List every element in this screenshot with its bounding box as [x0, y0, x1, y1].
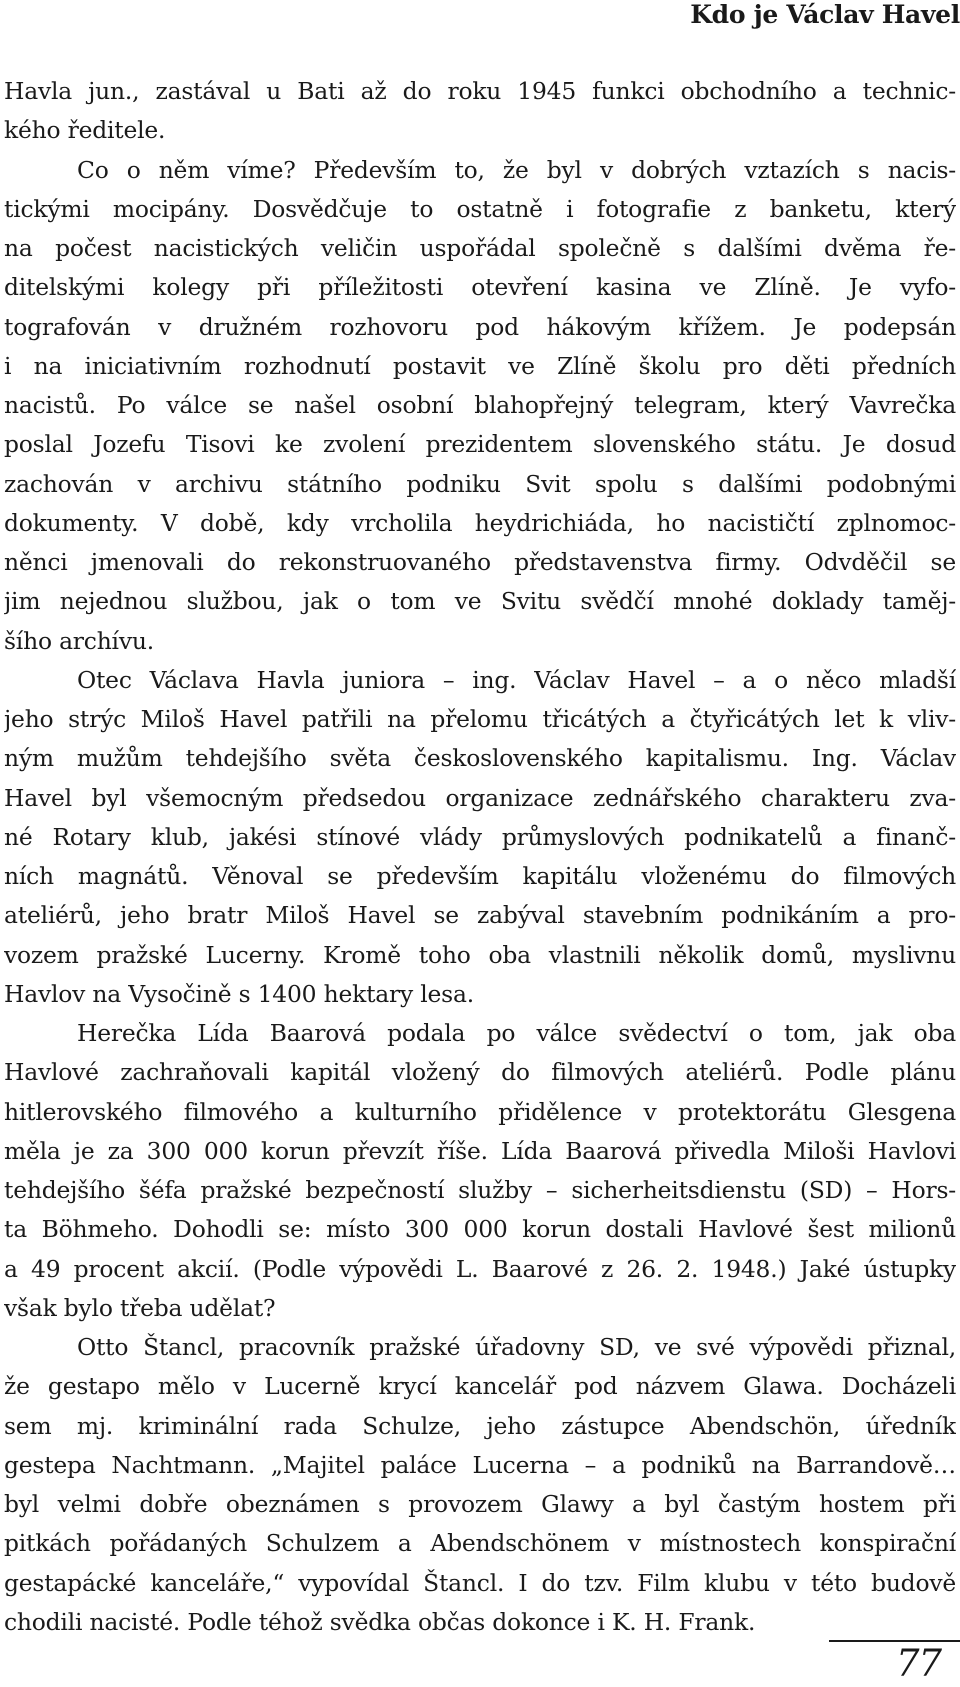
text-line: hitlerovského filmového a kulturního přidělence v protektorátu Glesgena [4, 1097, 956, 1126]
text-line: však bylo třeba udělat? [4, 1293, 276, 1322]
text-line: nacistů. Po válce se našel osobní blahopřejný telegram, který Vavrečka [4, 391, 956, 419]
text-line: Otec Václava Havla juniora – ing. Václav Havel – a o něco mladší [77, 665, 956, 694]
text-line: pitkách pořádaných Schulzem a Abendschönem v místnostech konspirační [4, 1529, 956, 1558]
text-line: ateliérů, jeho bratr Miloš Havel se zabýval stavebním podnikáním a pro- [4, 901, 956, 930]
page-number: 77 [896, 1642, 942, 1685]
text-line: byl velmi dobře obeznámen s provozem Glawy a byl častým hostem při [4, 1490, 956, 1518]
text-line: gestepa Nachtmann. „Majitel paláce Lucerna – a podniků na Barrandově… [4, 1450, 956, 1479]
text-line: tehdejšího šéfa pražské bezpečností služby – sicherheitsdienstu (SD) – Hors- [4, 1176, 956, 1204]
text-line: dokumenty. V době, kdy vrcholila heydrichiáda, ho nacističtí zplnomoc- [4, 508, 956, 537]
text-line: sem mj. kriminální rada Schulze, jeho zástupce Abendschön, úředník [4, 1411, 956, 1440]
text-line: vozem pražské Lucerny. Kromě toho oba vlastnili několik domů, myslivnu [4, 940, 956, 969]
text-line: šího archívu. [4, 626, 154, 655]
text-line: zachován v archivu státního podniku Svit spolu s dalšími podobnými [4, 469, 956, 498]
body-text [4, 72, 956, 1642]
text-line: na počest nacistických veličin uspořádal společně s dalšími dvěma ře- [4, 234, 956, 262]
text-line: jeho strýc Miloš Havel patřili na přelomu třicátých a čtyřicátých let k vliv- [4, 705, 956, 733]
text-line: měla je za 300 000 korun převzít říše. Lída Baarová přivedla Miloši Havlovi [4, 1136, 956, 1165]
text-line: i na iniciativním rozhodnutí postavit ve Zlíně školu pro děti předních [4, 351, 956, 380]
text-line: Co o něm víme? Především to, že byl v dobrých vztazích s nacis- [77, 155, 956, 184]
text-line: ným mužům tehdejšího světa československého kapitalismu. Ing. Václav [4, 744, 956, 773]
text-line: Havlov na Vysočině s 1400 hektary lesa. [4, 979, 474, 1008]
text-line: ta Böhmeho. Dohodli se: místo 300 000 korun dostali Havlové šest milionů [4, 1215, 956, 1244]
text-line: Havla jun., zastával u Bati až do roku 1945 funkci obchodního a technic- [4, 77, 956, 105]
text-line: Havel byl všemocným předsedou organizace zednářského charakteru zva- [4, 783, 956, 812]
text-line: že gestapo mělo v Lucerně krycí kancelář pod názvem Glawa. Docházeli [4, 1372, 956, 1401]
text-line: tickými mocipány. Dosvědčuje to ostatně i fotografie z banketu, který [4, 194, 956, 223]
text-line: chodili nacisté. Podle téhož svědka občas dokonce i K. H. Frank. [4, 1607, 756, 1636]
running-header: Kdo je Václav Havel [690, 0, 960, 29]
text-line: Herečka Lída Baarová podala po válce svědectví o tom, jak oba [77, 1019, 956, 1047]
text-line: kého ředitele. [4, 116, 166, 145]
text-line: poslal Jozefu Tisovi ke zvolení prezidentem slovenského státu. Je dosud [4, 430, 956, 459]
text-line: a 49 procent akcií. (Podle výpovědi L. Baarové z 26. 2. 1948.) Jaké ústupky [4, 1254, 956, 1283]
text-line: Havlové zachraňovali kapitál vložený do filmových ateliérů. Podle plánu [4, 1058, 956, 1087]
text-line: něnci jmenovali do rekonstruovaného představenstva firmy. Odvděčil se [4, 548, 956, 576]
text-line: jim nejednou službou, jak o tom ve Svitu svědčí mnohé doklady taměj- [4, 587, 956, 616]
text-line: ditelskými kolegy při příležitosti otevření kasina ve Zlíně. Je vyfo- [4, 273, 956, 302]
text-line: tografován v družném rozhovoru pod hákovým křížem. Je podepsán [4, 312, 956, 341]
text-line: gestapácké kanceláře,“ vypovídal Štancl. I do tzv. Film klubu v této budově [4, 1568, 956, 1597]
text-line: ních magnátů. Věnoval se především kapitálu vloženému do filmových [4, 862, 956, 890]
text-line: Otto Štancl, pracovník pražské úřadovny SD, ve své výpovědi přiznal, [77, 1333, 956, 1361]
text-line: né Rotary klub, jakési stínové vlády průmyslových podnikatelů a finanč- [4, 822, 956, 851]
